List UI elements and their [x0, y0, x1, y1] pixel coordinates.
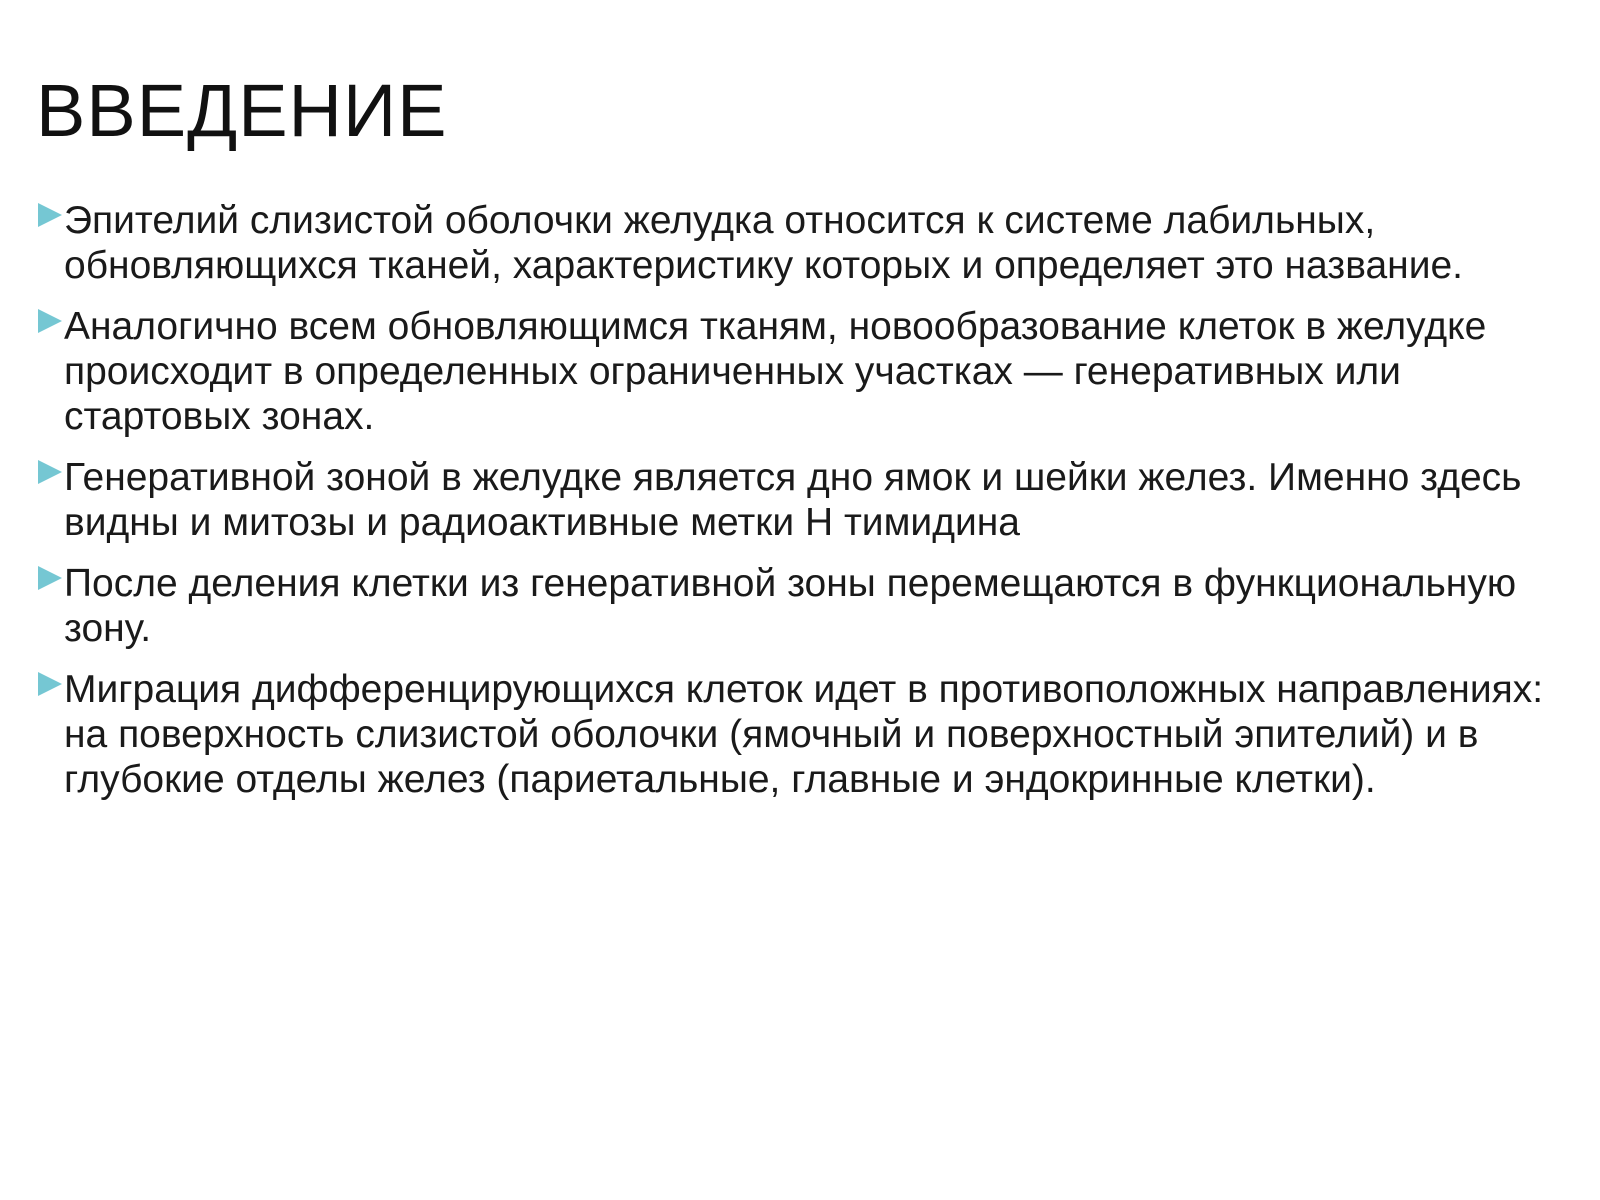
triangle-bullet-icon: [38, 460, 62, 484]
bullet-text: Эпителий слизистой оболочки желудка относится к системе лабильных, обновляющихся тканей, характеристику которых и определяет это название.: [64, 199, 1464, 287]
bullet-item: [36, 455, 1566, 545]
bullet-text: Миграция дифференцирующихся клеток идет в противоположных направлениях: на поверхность слизистой оболочки (ямочный и поверхностный эпителий) и в глубокие отделы желез (париетальные, главные и эндокринные клетки).: [64, 668, 1544, 801]
bullet-item: [36, 304, 1566, 439]
bullet-item: [36, 561, 1566, 651]
slide-title: ВВЕДЕНИЕ: [36, 69, 448, 152]
triangle-bullet-icon: [38, 672, 62, 696]
bullet-text: Аналогично всем обновляющимся тканям, новообразование клеток в желудке происходит в определенных ограниченных участках — генеративных или стартовых зонах.: [64, 305, 1487, 438]
triangle-bullet-icon: [38, 203, 62, 227]
bullet-text: Генеративной зоной в желудке является дно ямок и шейки желез. Именно здесь видны и митозы и радиоактивные метки Н тимидина: [64, 456, 1522, 544]
bullet-item: [36, 198, 1566, 288]
triangle-bullet-icon: [38, 309, 62, 333]
bullet-item: [36, 667, 1566, 802]
bullet-list: [36, 198, 1566, 818]
bullet-text: После деления клетки из генеративной зоны перемещаются в функциональную зону.: [64, 562, 1517, 650]
triangle-bullet-icon: [38, 566, 62, 590]
